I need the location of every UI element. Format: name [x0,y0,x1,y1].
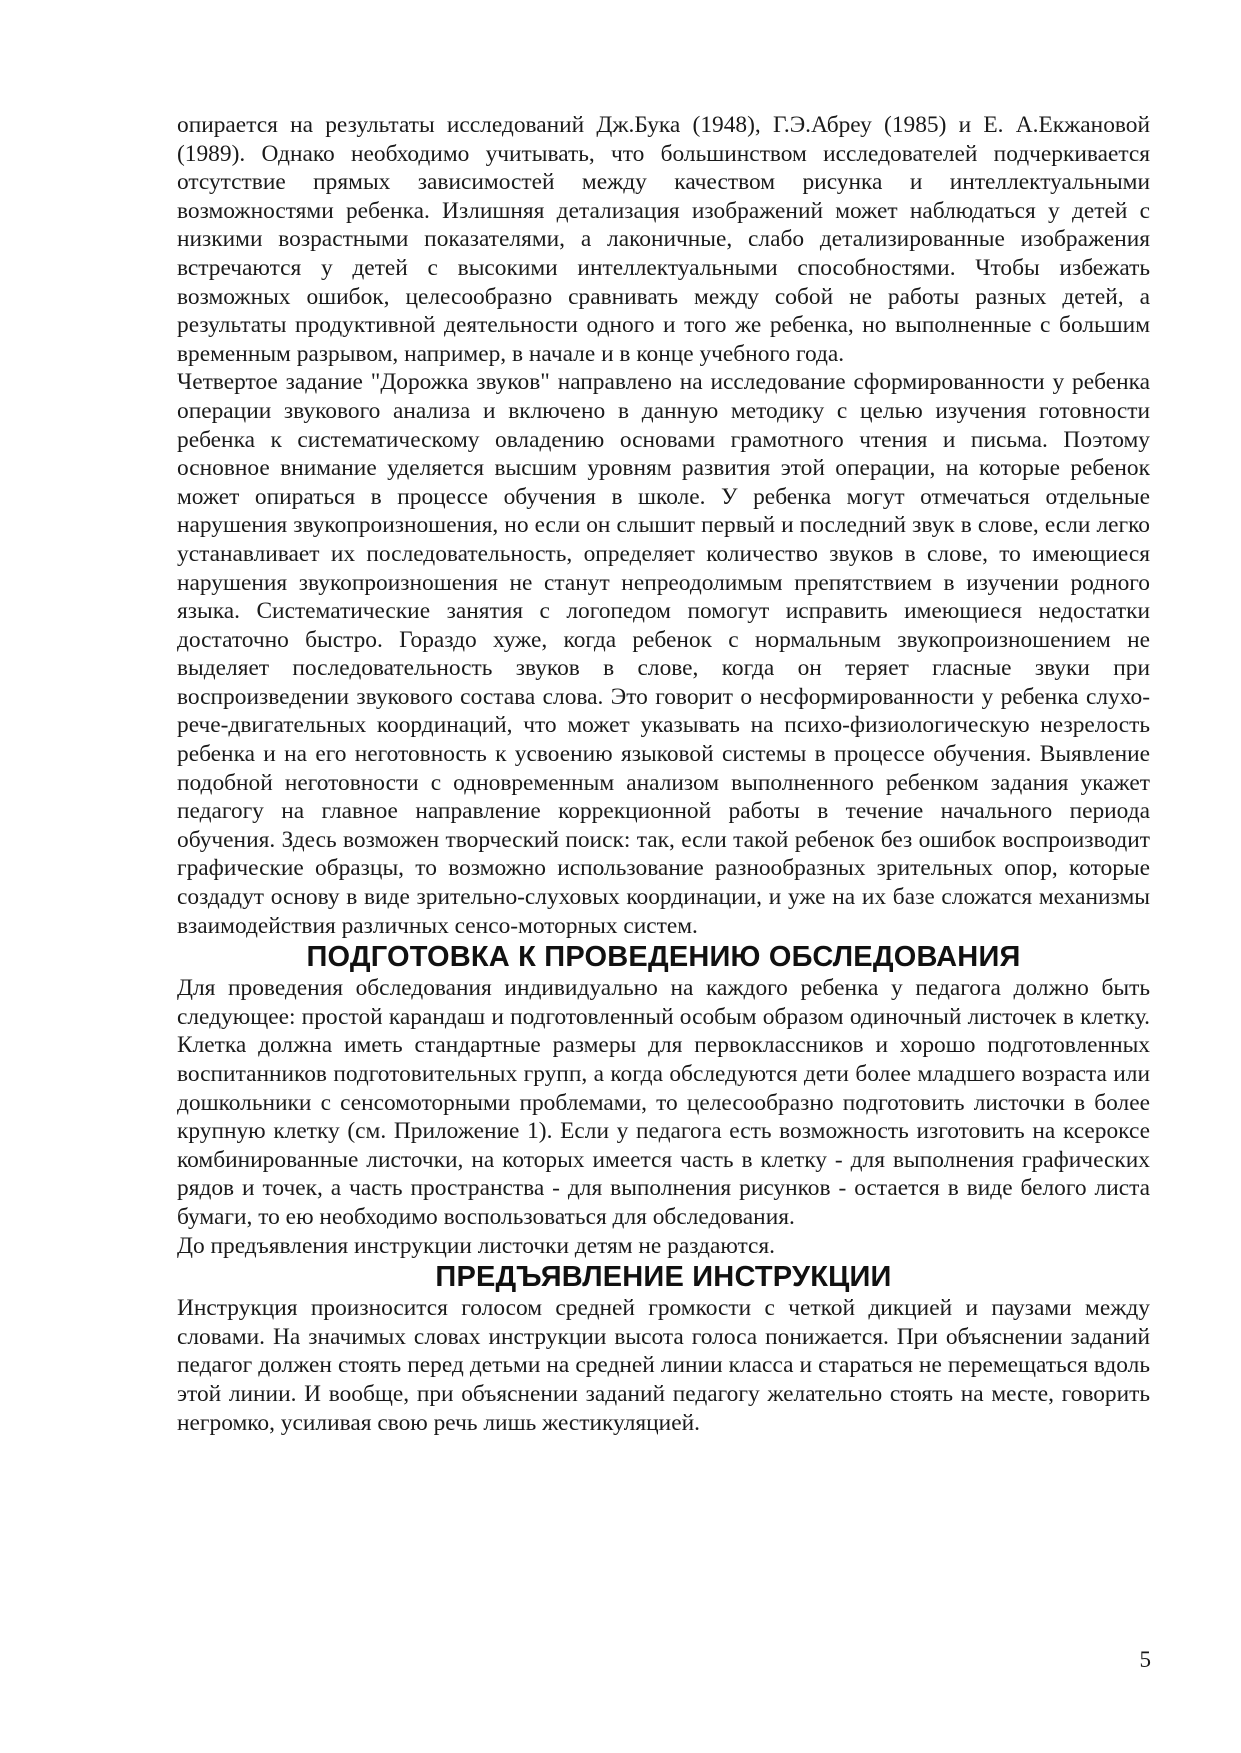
page-number: 5 [1139,1647,1151,1672]
section-heading-instruction: ПРЕДЪЯВЛЕНИЕ ИНСТРУКЦИИ [435,1261,892,1294]
preparation-paragraph-sheets-note: До предъявления инструкции листочки детям не раздаются. [177,1232,776,1259]
page-content [177,111,1150,1437]
section-heading-preparation: ПОДГОТОВКА К ПРОВЕДЕНИЮ ОБСЛЕДОВАНИЯ [306,941,1021,974]
body-paragraph-drawing-studies: опирается на результаты исследований Дж.Бука (1948), Г.Э.Абреу (1985) и Е. А.Екжановой (1989). Однако необходимо учитывать, что большинством исследователей подчеркивается отсутствие прямых зависимостей между качеством рисунка и интеллектуальными возможностями ребенка. Излишняя детализация изображений может наблюдаться у детей с низкими возрастными показателями, а лаконичные, слабо детализированные изображения встречаются у детей с высокими интеллектуальными способностями. Чтобы избежать возможных ошибок, целесообразно сравнивать между собой не работы разных детей, а результаты продуктивной деятельности одного и того же ребенка, но выполненные с большим временным разрывом, например, в начале и в конце учебного года. [177,112,1150,367]
instruction-paragraph: Инструкция произносится голосом средней громкости с четкой дикцией и паузами между словами. На значимых словах инструкции высота голоса понижается. При объяснении заданий педагог должен стоять перед детьми на средней линии класса и стараться не перемещаться вдоль этой линии. И вообще, при объяснении заданий педагогу желательно стоять на месте, говорить негромко, усиливая свою речь лишь жестикуляцией. [177,1295,1150,1436]
body-paragraph-sound-path-task: Четвертое задание "Дорожка звуков" направлено на исследование сформированности у ребенка операции звукового анализа и включено в данную методику с целью изучения готовности ребенка к систематическому овладению основами грамотного чтения и письма. Поэтому основное внимание уделяется высшим уровням развития этой операции, на которые ребенок может опираться в процессе обучения в школе. У ребенка могут отмечаться отдельные нарушения звукопроизношения, но если он слышит первый и последний звук в слове, если легко устанавливает их последовательность, определяет количество звуков в слове, то имеющиеся нарушения звукопроизношения не станут непреодолимым препятствием в изучении родного языка. Систематические занятия с логопедом помогут исправить имеющиеся недостатки достаточно быстро. Гораздо хуже, когда ребенок с нормальным звукопроизношением не выделяет последовательность звуков в слове, когда он теряет гласные звуки при воспроизведении звукового состава слова. Это говорит о несформированности у ребенка слухо-рече-двигательных координаций, что может указывать на психо-физиологическую незрелость ребенка и на его неготовность к усвоению языковой системы в процессе обучения. Выявление подобной неготовности с одновременным анализом выполненного ребенком задания укажет педагогу на главное направление коррекционной работы в течение начального периода обучения. Здесь возможен творческий поиск: так, если такой ребенок без ошибок воспроизводит графические образцы, то возможно использование разнообразных зрительных опор, которые создадут основу в виде зрительно-слуховых координации, и уже на их базе сложатся механизмы взаимодействия различных сенсо-моторных систем. [177,369,1150,939]
preparation-paragraph-materials: Для проведения обследования индивидуально на каждого ребенка у педагога должно быть следующее: простой карандаш и подготовленный особым образом одиночный листочек в клетку. Клетка должна иметь стандартные размеры для первоклассников и хорошо подготовленных воспитанников подготовительных групп, а когда обследуются дети более младшего возраста или дошкольники с сенсомоторными проблемами, то целесообразно подготовить листочки в более крупную клетку (см. Приложение 1). Если у педагога есть возможность изготовить на ксероксе комбинированные листочки, на которых имеется часть в клетку - для выполнения графических рядов и точек, а часть пространства - для выполнения рисунков - остается в виде белого листа бумаги, то ею необходимо воспользоваться для обследования. [177,975,1150,1230]
